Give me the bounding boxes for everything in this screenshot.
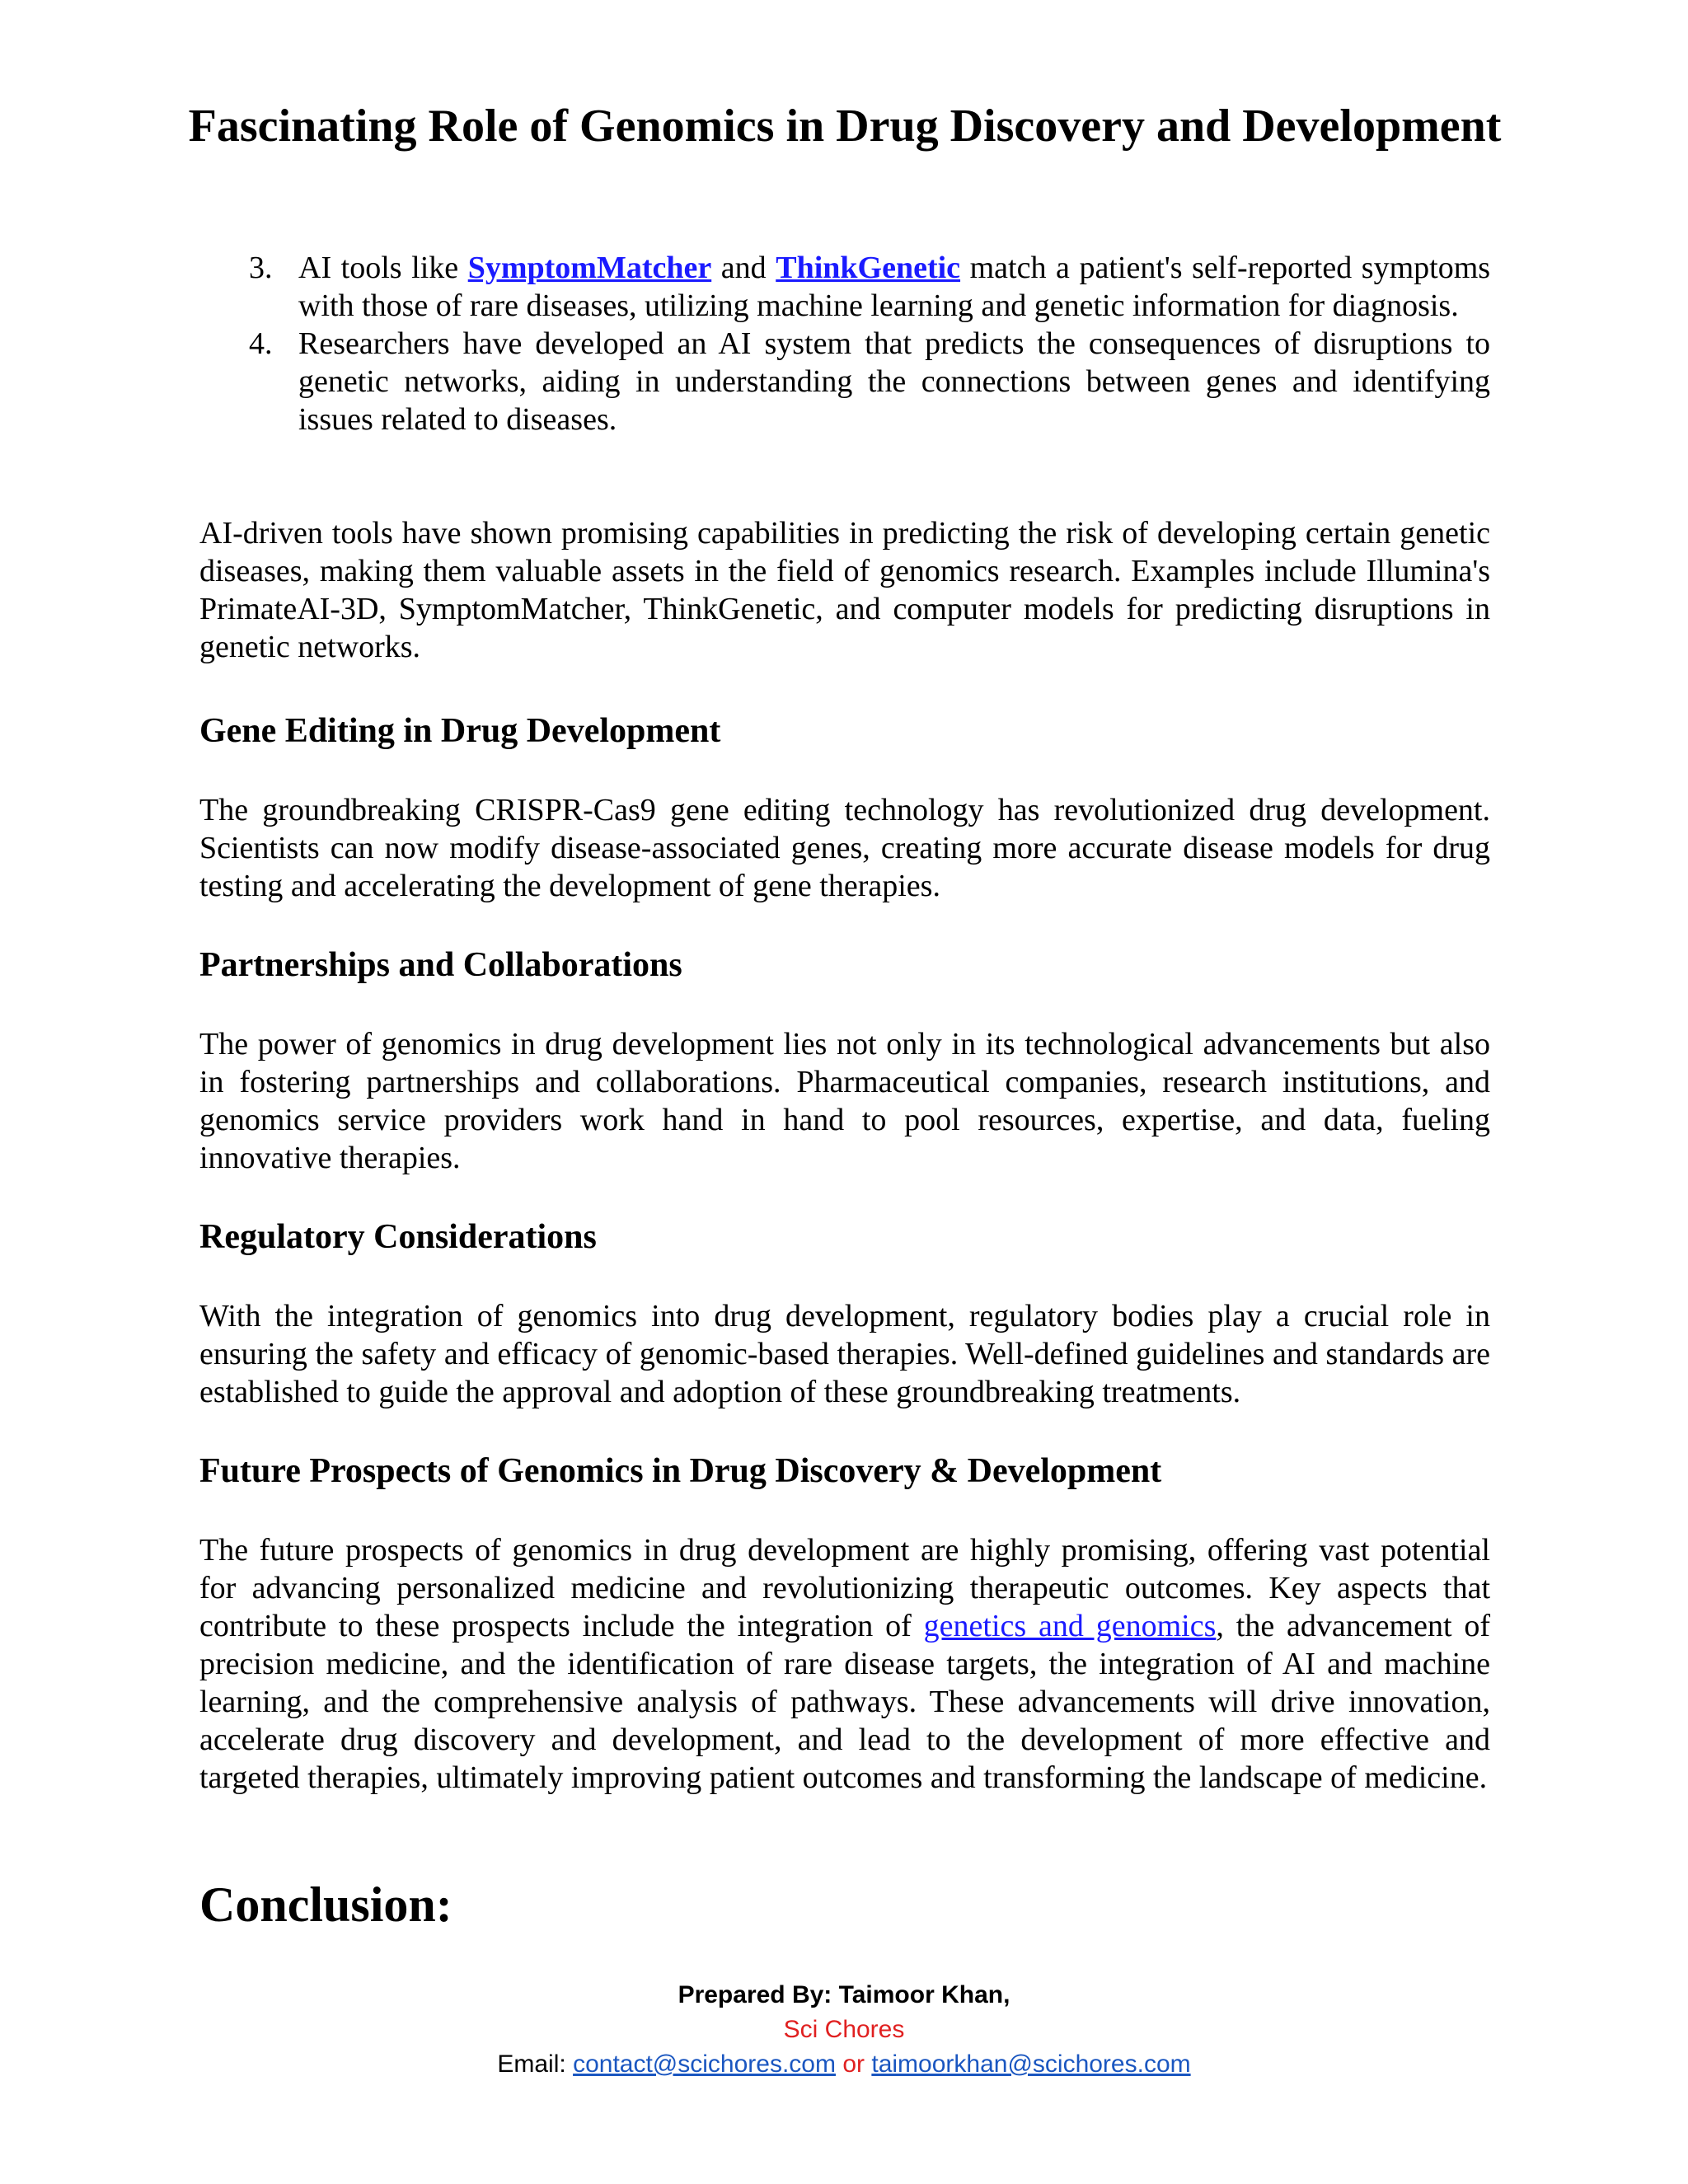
heading-gene-editing: Gene Editing in Drug Development [199, 712, 721, 750]
paragraph-text: The future prospects of genomics in drug development are highly promising, offering vast potential for advancing personalized medicine and revolutionizing therapeutic outcomes. Key aspects that contribute to these prospects include the integration of [199, 1533, 1490, 1643]
list-text: Researchers have developed an AI system that predicts the consequences of disruptions to genetic networks, aiding in understanding the connections between genes and identifying issues related to diseases. [298, 326, 1490, 437]
email-link-contact[interactable]: contact@scichores.com [573, 2050, 836, 2078]
organization-name: Sci Chores [783, 2016, 905, 2043]
symptommatcher-link[interactable]: SymptomMatcher [467, 251, 712, 285]
heading-future-prospects: Future Prospects of Genomics in Drug Discovery & Development [199, 1452, 1162, 1490]
list-number: 4. [249, 326, 273, 361]
email-or: or [842, 2050, 865, 2078]
email-line [0, 2047, 1688, 2082]
email-link-taimoor[interactable]: taimoorkhan@scichores.com [871, 2050, 1191, 2078]
paragraph-regulatory: With the integration of genomics into drug development, regulatory bodies play a crucial role in ensuring the safety and efficacy of genomic-based therapies. Well-defined guidelines and standards are established to guide the approval and adoption of these groundbreaking treatments. [199, 1299, 1490, 1409]
paragraph-text: , the advancement of precision medicine, and the identification of rare disease targets, the integration of AI and machine learning, and the comprehensive analysis of pathways. These advancements will drive innovation, accelerate drug discovery and development, and lead to the development of more effective and targeted therapies, ultimately improving patient outcomes and transforming the landscape of medicine. [199, 1609, 1491, 1795]
heading-partnerships: Partnerships and Collaborations [199, 946, 682, 984]
list-number: 3. [249, 251, 273, 285]
heading-conclusion: Conclusion: [199, 1877, 452, 1932]
list-text: match a patient's self-reported symptoms with those of rare diseases, utilizing machine learning and genetic information for diagnosis. [298, 251, 1491, 323]
heading-regulatory: Regulatory Considerations [199, 1218, 597, 1256]
list-item [199, 249, 1490, 325]
numbered-list [199, 249, 1490, 438]
intro-paragraph: AI-driven tools have shown promising capabilities in predicting the risk of developing certain genetic diseases, making them valuable assets in the field of genomics research. Examples include Illumina's PrimateAI-3D, SymptomMatcher, ThinkGenetic, and computer models for predicting disruptions in genetic networks. [199, 516, 1490, 664]
list-text: and [720, 251, 767, 285]
document-title: Fascinating Role of Genomics in Drug Discovery and Development [188, 101, 1502, 152]
list-item [199, 325, 1490, 438]
email-label: Email: [497, 2050, 566, 2078]
paragraph-gene-editing: The groundbreaking CRISPR-Cas9 gene editing technology has revolutionized drug development. Scientists can now modify disease-associated genes, creating more accurate disease models for drug testing and accelerating the development of gene therapies. [199, 793, 1490, 903]
list-text: AI tools like [298, 251, 459, 285]
footer [0, 1978, 1688, 2082]
paragraph-future-prospects [199, 1531, 1490, 1797]
prepared-by: Prepared By: Taimoor Khan, [678, 1981, 1010, 2008]
genetics-and-genomics-link[interactable]: genetics and genomics [923, 1609, 1217, 1643]
thinkgenetic-link[interactable]: ThinkGenetic [776, 251, 961, 285]
paragraph-partnerships: The power of genomics in drug development lies not only in its technological advancements but also in fostering partnerships and collaborations. Pharmaceutical companies, research institutions, and genomics service providers work hand in hand to pool resources, expertise, and data, fueling innovative therapies. [199, 1027, 1490, 1175]
